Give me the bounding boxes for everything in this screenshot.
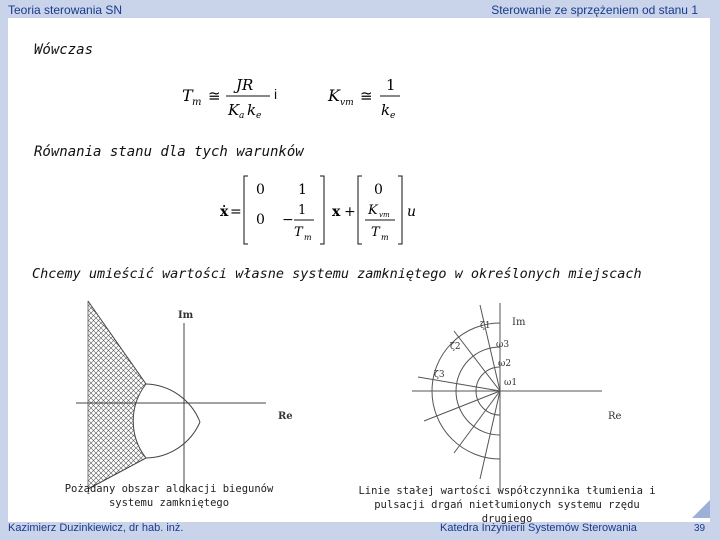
svg-text:T: T — [182, 86, 193, 105]
svg-text:vm: vm — [379, 211, 390, 219]
svg-text:K: K — [228, 101, 240, 119]
svg-text:a: a — [239, 111, 245, 121]
intro-text: Wówczas — [34, 42, 94, 58]
allowed-region — [88, 301, 146, 489]
im-label: Im — [512, 317, 526, 328]
svg-text:1: 1 — [386, 76, 396, 94]
svg-text:vm: vm — [340, 98, 354, 108]
pole-region-plot — [66, 293, 316, 498]
damping-frequency-plot — [402, 293, 622, 493]
svg-text:K: K — [328, 86, 340, 105]
svg-text:0: 0 — [256, 182, 265, 198]
svg-text:T: T — [294, 225, 303, 240]
svg-text:e: e — [390, 111, 396, 121]
im-label: Im — [178, 310, 194, 321]
svg-text:=: = — [230, 204, 242, 220]
footer-author: Kazimierz Duzinkiewicz, dr hab. inż. — [8, 522, 184, 534]
svg-text:m: m — [192, 97, 202, 108]
re-label: Re — [278, 411, 293, 422]
svg-text:0: 0 — [256, 212, 265, 228]
state-equations-heading: Równania stanu dla tych warunków — [34, 144, 304, 160]
svg-text:−: − — [282, 212, 294, 228]
svg-text:ẋ: ẋ — [220, 204, 229, 220]
svg-text:0: 0 — [374, 182, 383, 198]
conjunction-text: i — [274, 86, 278, 102]
svg-text:T: T — [371, 225, 380, 240]
svg-text:m: m — [304, 233, 312, 242]
zeta-label-3: ζ3 — [434, 370, 445, 380]
zeta-label-2: ζ2 — [450, 342, 461, 352]
slide-header-right: Sterowanie ze sprzężeniem od stanu 1 — [491, 3, 698, 17]
page-curl-corner — [692, 500, 710, 518]
svg-text:x: x — [332, 204, 341, 220]
boundary-arc — [133, 384, 200, 458]
svg-text:K: K — [368, 203, 378, 218]
svg-text:1: 1 — [298, 182, 307, 198]
formula-kvm — [324, 70, 404, 122]
omega-label-3: ω3 — [496, 340, 510, 350]
formula-tm — [178, 70, 278, 122]
svg-text:JR: JR — [236, 76, 254, 94]
svg-text:m: m — [381, 233, 389, 242]
state-equation — [214, 170, 424, 250]
svg-text:+: + — [344, 204, 356, 220]
footer-department: Katedra Inżynierii Systemów Sterowania — [440, 522, 637, 534]
svg-text:≅: ≅ — [360, 87, 373, 105]
zeta-label-1: ζ1 — [480, 321, 491, 331]
re-label: Re — [608, 411, 622, 422]
svg-text:e: e — [256, 111, 262, 121]
omega-label-1: ω1 — [504, 378, 518, 388]
svg-text:≅: ≅ — [208, 87, 221, 105]
slide-body — [8, 18, 710, 526]
svg-text:k: k — [381, 101, 391, 119]
page-number: 39 — [694, 523, 706, 534]
zeta-line-3-upper — [418, 377, 500, 391]
svg-text:1: 1 — [298, 203, 307, 218]
right-caption: Linie stałej wartości współczynnika tłumienia i pulsacji drgań nietłumionych systemu rzędu drugiego — [358, 485, 656, 526]
svg-text:k: k — [247, 101, 257, 119]
svg-text:u: u — [407, 204, 417, 220]
goal-text: Chcemy umieścić wartości własne systemu zamkniętego w określonych miejscach — [32, 266, 642, 282]
slide-header-left: Teoria sterowania SN — [8, 3, 123, 17]
omega-label-2: ω2 — [498, 359, 512, 369]
left-caption: Pożądany obszar alokacji biegunów systemu zamkniętego — [64, 483, 274, 510]
